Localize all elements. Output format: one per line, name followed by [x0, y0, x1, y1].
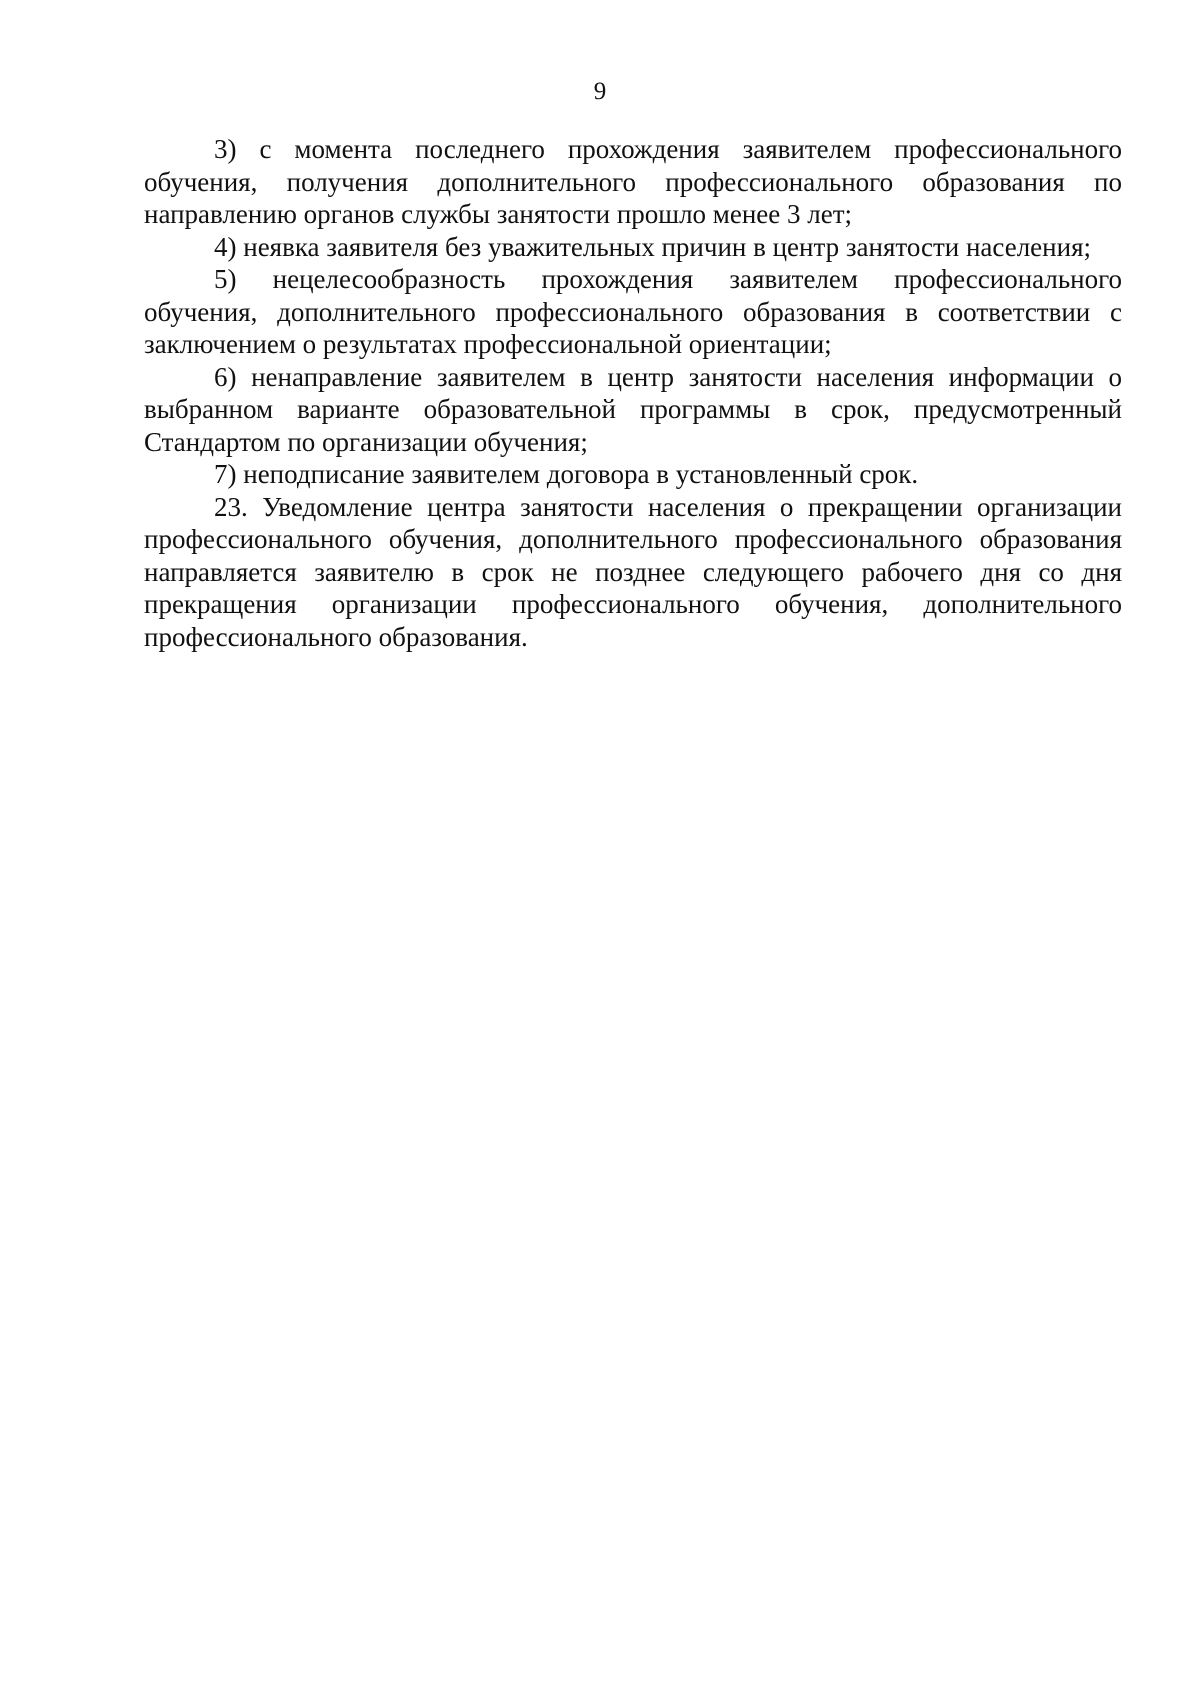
list-item-6: 6) ненаправление заявителем в центр занятости населения информации о выбранном варианте образовательной программы в срок, предусмотренный Стандартом по организации обучения; — [144, 361, 1122, 457]
clause-23: 23. Уведомление центра занятости населения о прекращении организации профессионального обучения, дополнительного профессионального образования направляется заявителю в срок не позднее следующего рабочего дня со дня прекращения организации профессионального обучения, дополнительного профессионального образования. — [144, 491, 1122, 652]
list-item-3: 3) с момента последнего прохождения заявителем профессионального обучения, получения дополнительного профессионального образования по направлению органов службы занятости прошло менее 3 лет; — [144, 134, 1122, 229]
list-item-7: 7) неподписание заявителем договора в установленный срок. — [214, 459, 919, 489]
page-number: 9 — [593, 78, 607, 105]
document-body — [144, 133, 1122, 653]
list-item-5: 5) нецелесообразность прохождения заявителем профессионального обучения, дополнительного профессионального образования в соответствии с заключением о результатах профессиональной ориентации; — [144, 264, 1122, 359]
list-item-4: 4) неявка заявителя без уважительных причин в центр занятости населения; — [214, 231, 1091, 262]
